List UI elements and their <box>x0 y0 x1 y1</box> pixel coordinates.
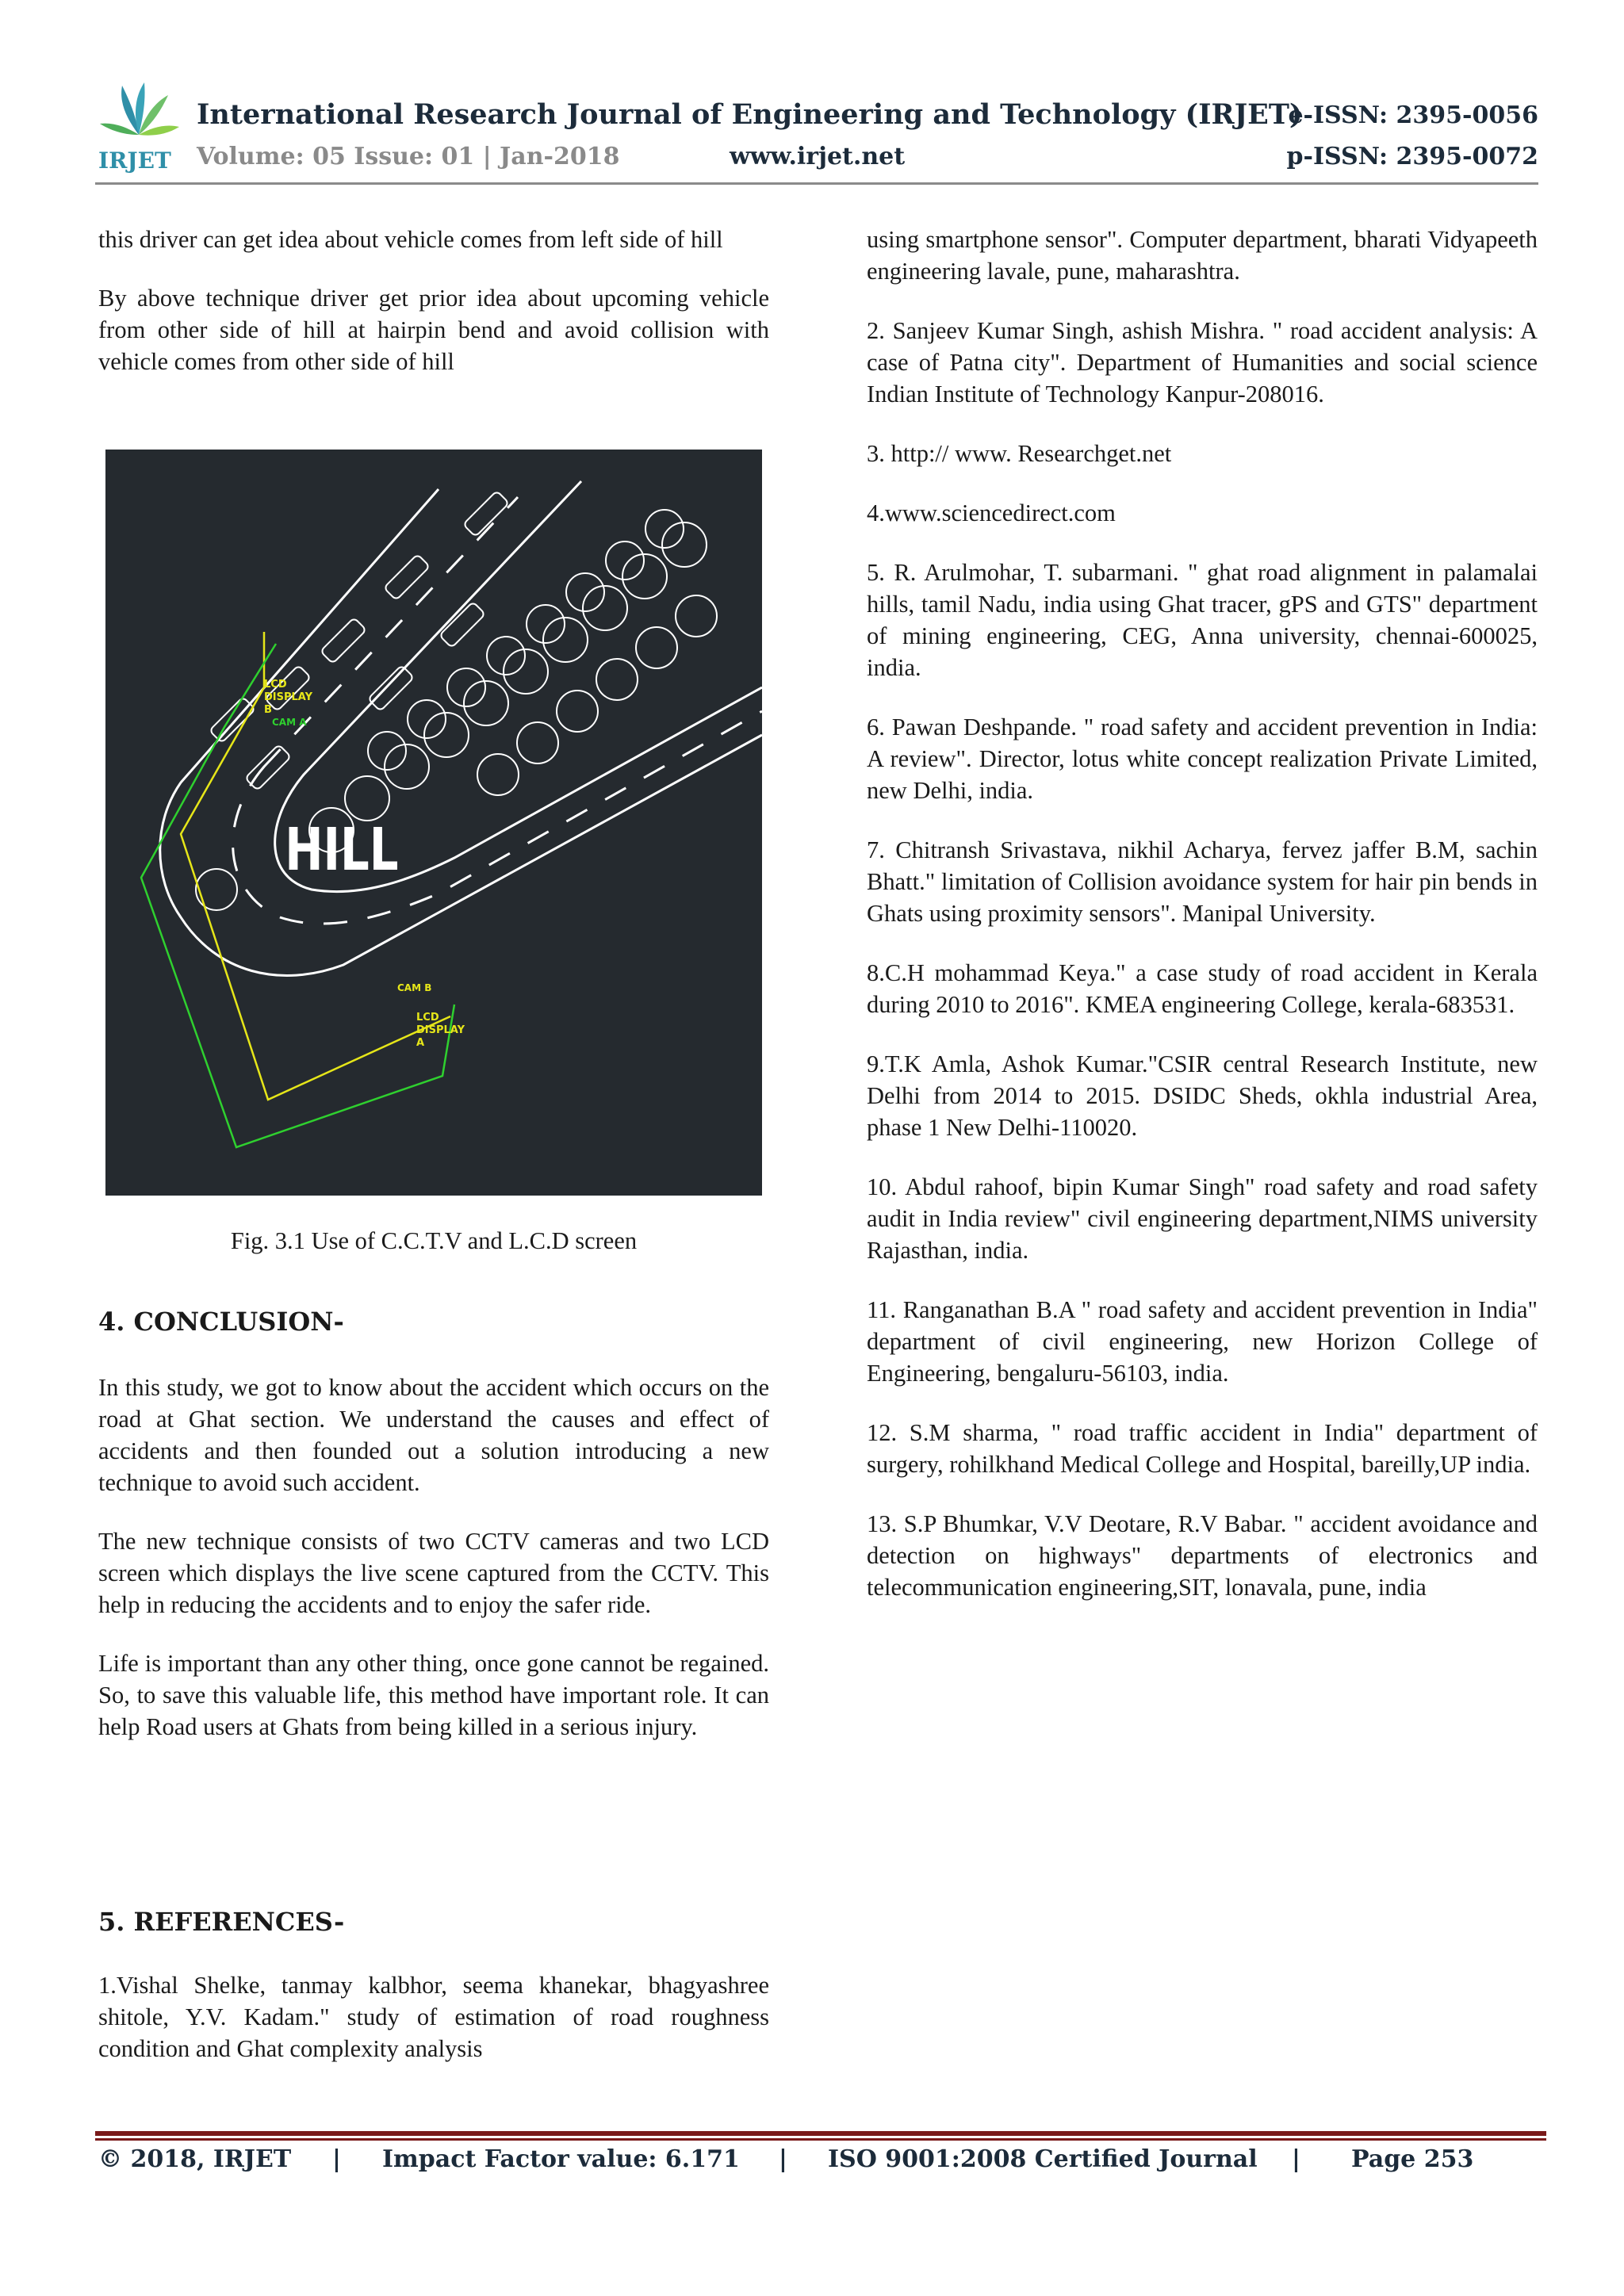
reference-item: 1.Vishal Shelke, tanmay kalbhor, seema khanekar, bhagyashree shitole, Y.V. Kadam." study of estimation of road roughness condition and Ghat complexity analysis <box>98 1972 769 2062</box>
figure-caption: Fig. 3.1 Use of C.C.T.V and L.C.D screen <box>230 1227 638 1254</box>
cam-a-label: CAM A <box>272 717 307 728</box>
reference-item: 11. Ranganathan B.A " road safety and accident prevention in India" department of civil engineering, new Horizon College of Engineering, bengaluru-56103, india. <box>867 1296 1538 1387</box>
conclusion-heading: 4. CONCLUSION- <box>98 1307 344 1337</box>
footer-separator: | <box>332 2145 341 2173</box>
volume-issue: Volume: 05 Issue: 01 | Jan-2018 <box>197 143 620 170</box>
impact-factor: Impact Factor value: 6.171 <box>382 2145 740 2173</box>
svg-text:LCD: LCD <box>416 1012 439 1024</box>
footer-separator: | <box>779 2145 787 2173</box>
references-heading: 5. REFERENCES- <box>98 1907 345 1937</box>
reference-item[interactable]: 3. http:// www. Researchget.net <box>867 440 1172 467</box>
svg-text:DISPLAY: DISPLAY <box>264 691 313 703</box>
copyright: © 2018, IRJET <box>98 2145 292 2173</box>
left-column-bottom <box>98 1372 769 1770</box>
hill-label: HILL <box>285 814 399 884</box>
reference-item: 10. Abdul rahoof, bipin Kumar Singh" road safety and road safety audit in India review" civil engineering department,NIMS university Rajasthan, india. <box>867 1173 1538 1264</box>
reference-item: 12. S.M sharma, " road traffic accident in India" department of surgery, rohilkhand Medical College and Hospital, bareilly,UP india. <box>867 1419 1538 1478</box>
svg-text:B: B <box>264 704 272 716</box>
paragraph: The new technique consists of two CCTV cameras and two LCD screen which displays the live scene captured from the CCTV. This help in reducing the accidents and to enjoy the safer ride. <box>98 1528 769 1618</box>
footer-divider <box>95 2131 1546 2136</box>
irjet-logo <box>95 79 182 174</box>
right-column-references <box>867 224 1538 1631</box>
e-issn: e-ISSN: 2395-0056 <box>1288 101 1538 129</box>
footer-separator: | <box>1292 2145 1300 2173</box>
paragraph: In this study, we got to know about the accident which occurs on the road at Ghat section. We understand the causes and effect of accidents and then founded out a solution introducing a new technique to avoid such accident. <box>98 1374 769 1496</box>
paragraph: this driver can get idea about vehicle comes from left side of hill <box>98 226 723 253</box>
svg-text:A: A <box>416 1037 425 1049</box>
p-issn: p-ISSN: 2395-0072 <box>1286 143 1538 170</box>
reference-item[interactable]: 4.www.sciencedirect.com <box>867 499 1116 526</box>
reference-item: 8.C.H mohammad Keya." a case study of road accident in Kerala during 2010 to 2016". KMEA engineering College, kerala-683531. <box>867 959 1538 1018</box>
reference-item: 7. Chitransh Srivastava, nikhil Acharya, fervez jaffer B.M, sachin Bhatt." limitation of Collision avoidance system for hair pin bends in Ghats using proximity sensors". Manipal University. <box>867 836 1538 927</box>
reference-item: 13. S.P Bhumkar, V.V Deotare, R.V Babar. " accident avoidance and detection on highways" departments of electronics and telecommunication engineering,SIT, lonavala, pune, india <box>867 1510 1538 1601</box>
page-header <box>95 71 1538 182</box>
left-column-top <box>98 224 769 404</box>
paragraph: By above technique driver get prior idea about upcoming vehicle from other side of hill at hairpin bend and avoid collision with vehicle comes from other side of hill <box>98 285 769 375</box>
reference-item: 5. R. Arulmohar, T. subarmani. " ghat road alignment in palamalai hills, tamil Nadu, india using Ghat tracer, gPS and GTS" department of mining engineering, CEG, Anna university, chennai-600025, india. <box>867 559 1538 681</box>
footer-divider-thin <box>95 2138 1546 2141</box>
hairpin-bend-diagram <box>105 450 762 1196</box>
cam-b-label: CAM B <box>397 982 432 993</box>
page-number: Page 253 <box>1351 2145 1474 2173</box>
svg-text:IRJET: IRJET <box>98 147 171 174</box>
paragraph: Life is important than any other thing, once gone cannot be regained. So, to save this valuable life, this method have important role. It can help Road users at Ghats from being killed in a serious injury. <box>98 1650 769 1740</box>
svg-text:LCD: LCD <box>264 679 287 691</box>
iso-certification: ISO 9001:2008 Certified Journal <box>828 2145 1258 2173</box>
reference-item: 9.T.K Amla, Ashok Kumar."CSIR central Research Institute, new Delhi from 2014 to 2015. DSIDC Sheds, okhla industrial Area, phase 1 New Delhi-110020. <box>867 1050 1538 1141</box>
reference-item: using smartphone sensor". Computer department, bharati Vidyapeeth engineering lavale, pune, maharashtra. <box>867 226 1538 285</box>
reference-item: 2. Sanjeev Kumar Singh, ashish Mishra. " road accident analysis: A case of Patna city". Department of Humanities and social science Indian Institute of Technology Kanpur-208016. <box>867 317 1538 408</box>
svg-text:DISPLAY: DISPLAY <box>416 1024 465 1036</box>
left-references <box>98 1969 769 2092</box>
figure-hairpin-bend <box>105 450 762 1196</box>
journal-website[interactable]: www.irjet.net <box>730 143 906 170</box>
reference-item: 6. Pawan Deshpande. " road safety and accident prevention in India: A review". Director, lotus white concept realization Private Limited, new Delhi, india. <box>867 714 1538 804</box>
header-divider <box>95 182 1538 185</box>
journal-title: International Research Journal of Engineering and Technology (IRJET) <box>197 98 1303 131</box>
